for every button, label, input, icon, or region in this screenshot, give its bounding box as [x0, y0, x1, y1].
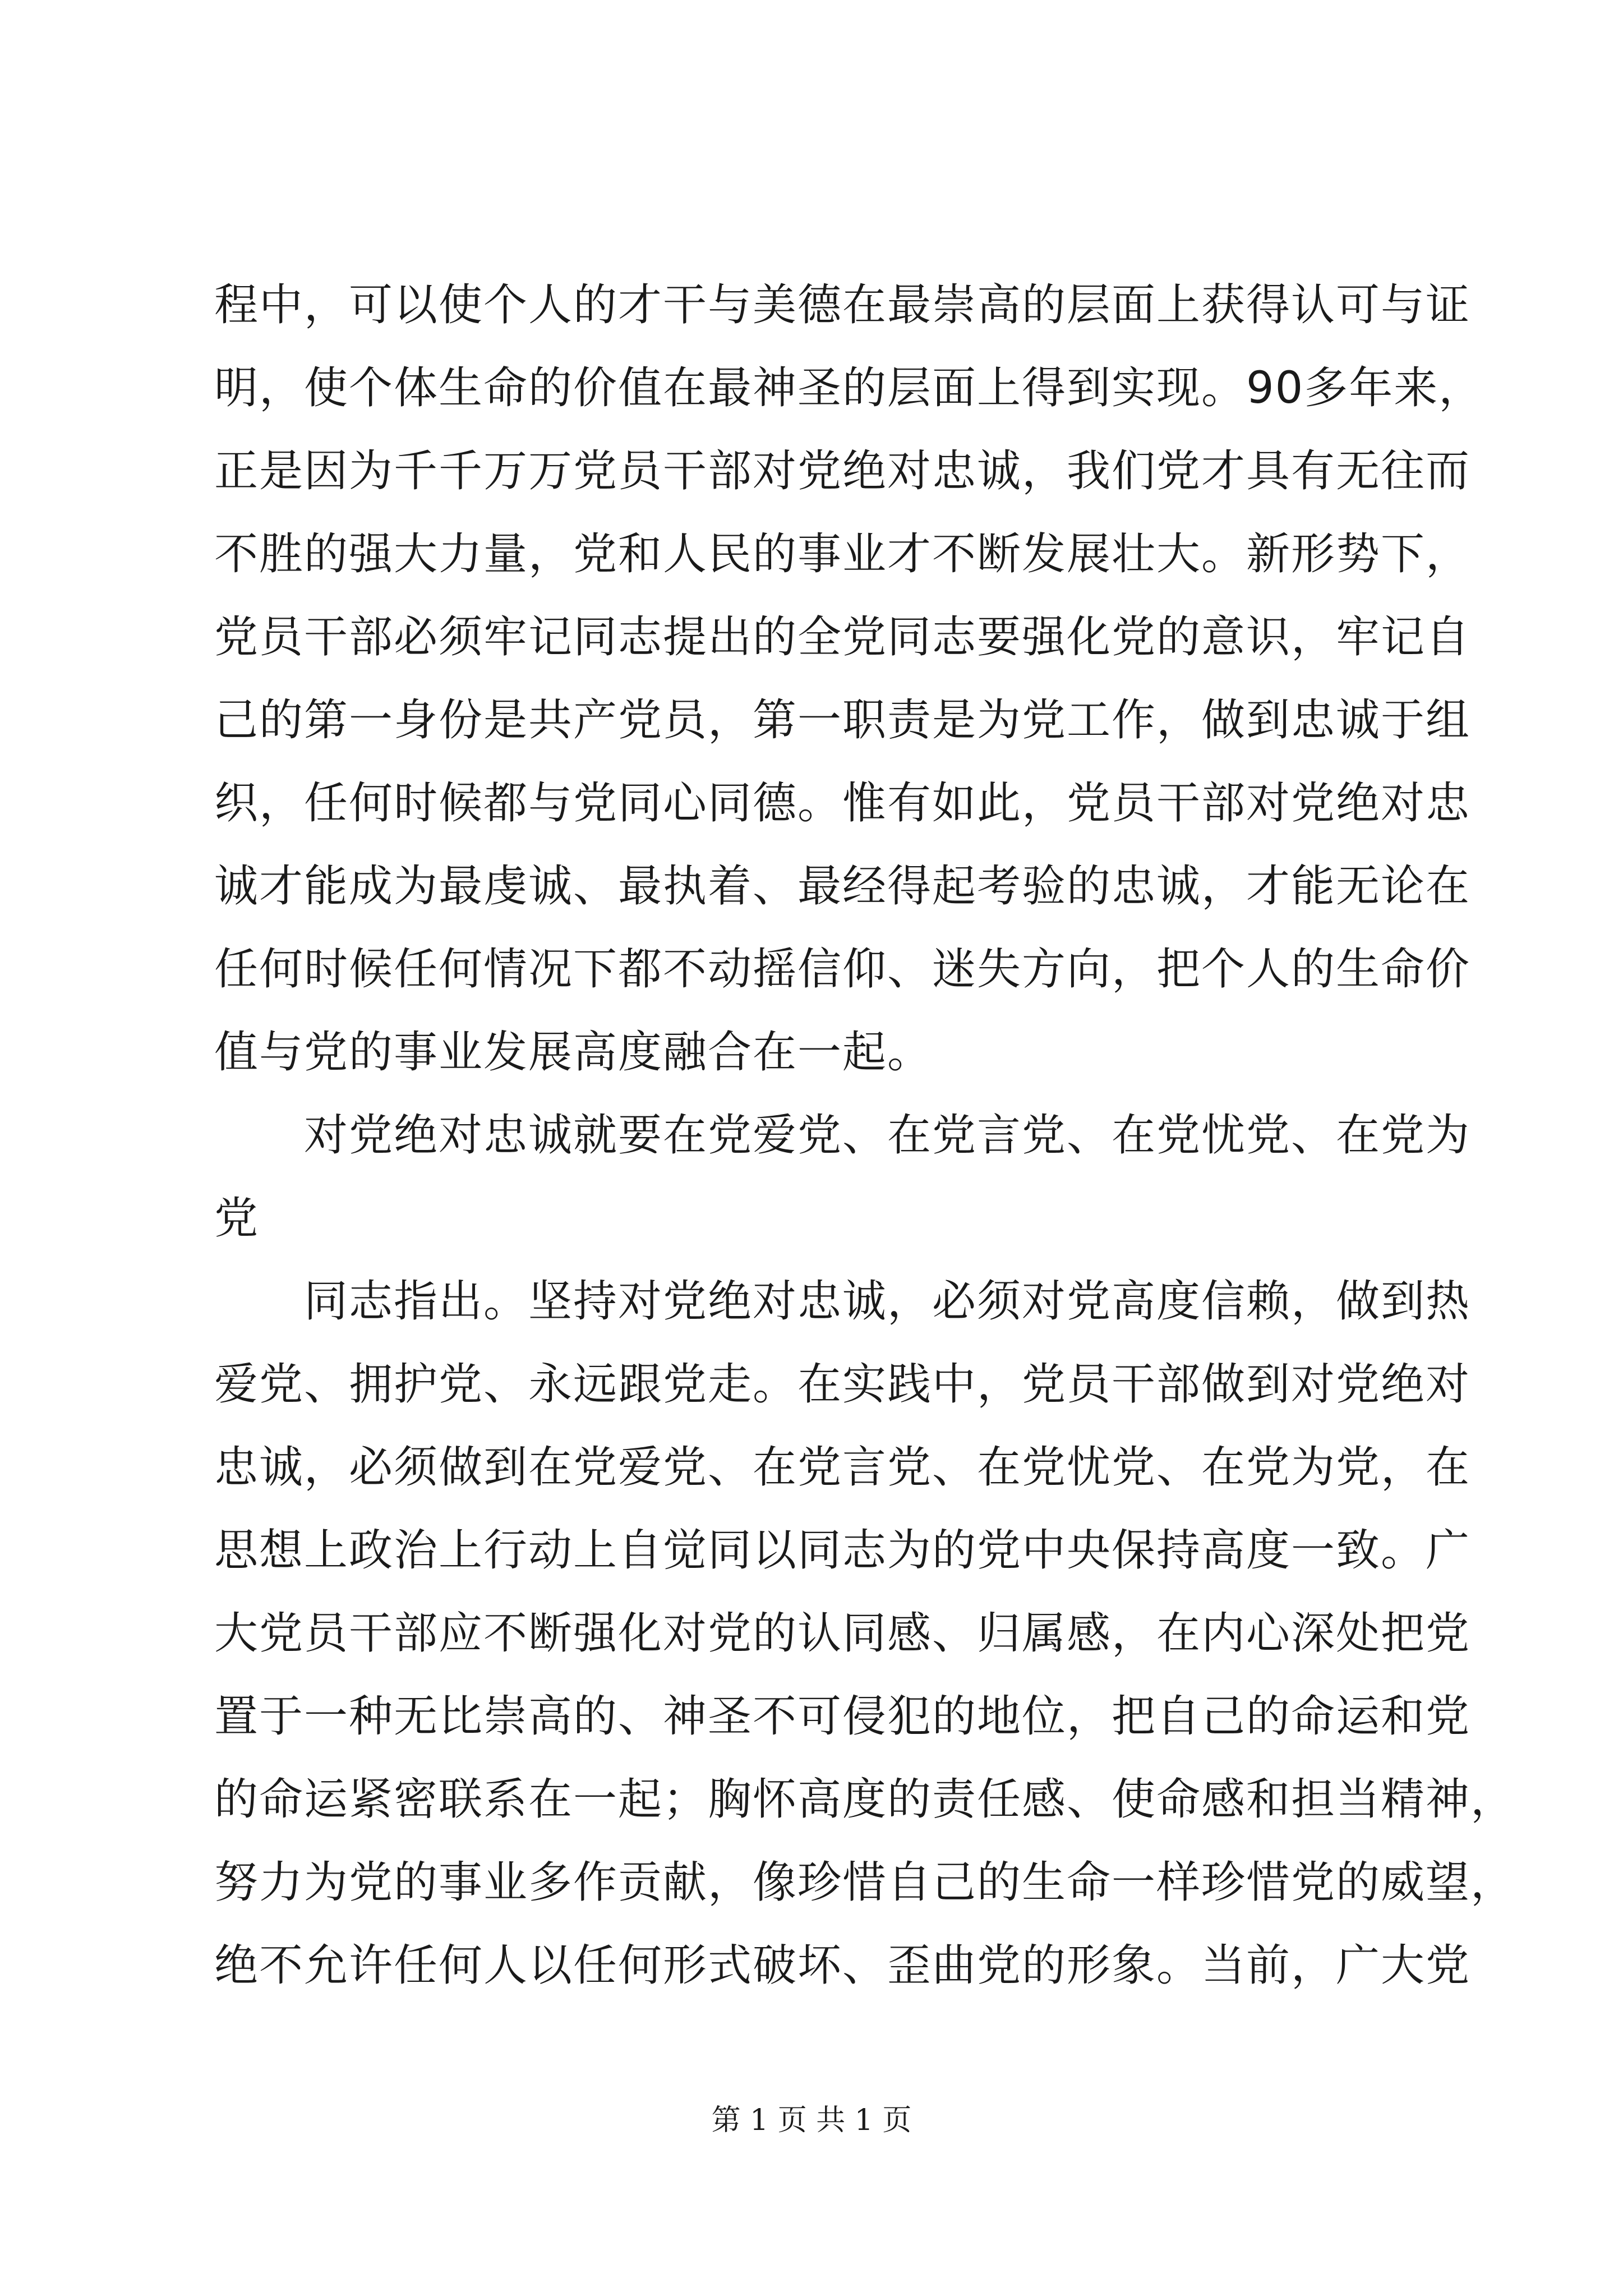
text-line: 大党员干部应不断强化对党的认同感、归属感，在内心深处把党 [214, 1608, 1471, 1659]
text-line: 诚才能成为最虔诚、最执着、最经得起考验的忠诚，才能无论在 [214, 861, 1471, 912]
text-line: 同志指出。坚持对党绝对忠诚，必须对党高度信赖，做到热 [304, 1276, 1471, 1327]
text-line: 程中，可以使个人的才干与美德在最崇高的层面上获得认可与证 [214, 280, 1471, 330]
text-line: 忠诚，必须做到在党爱党、在党言党、在党忧党、在党为党，在 [214, 1442, 1471, 1493]
text-line: 爱党、拥护党、永远跟党走。在实践中，党员干部做到对党绝对 [214, 1359, 1471, 1410]
text-line: 明，使个体生命的价值在最神圣的层面上得到实现。90多年来， [214, 363, 1484, 413]
section-heading-line: 党 [214, 1193, 260, 1244]
text-line: 织，任何时候都与党同心同德。惟有如此，党员干部对党绝对忠 [214, 778, 1471, 829]
text-line: 任何时候任何情况下都不动摇信仰、迷失方向，把个人的生命价 [214, 944, 1471, 995]
text-line: 置于一种无比崇高的、神圣不可侵犯的地位，把自己的命运和党 [214, 1691, 1471, 1742]
section-heading-line: 对党绝对忠诚就要在党爱党、在党言党、在党忧党、在党为 [304, 1110, 1471, 1161]
text-line: 党员干部必须牢记同志提出的全党同志要强化党的意识，牢记自 [214, 612, 1471, 662]
document-body [214, 264, 1516, 2007]
text-line: 绝不允许任何人以任何形式破坏、歪曲党的形象。当前，广大党 [214, 1940, 1471, 1991]
text-line: 不胜的强大力量，党和人民的事业才不断发展壮大。新形势下， [214, 529, 1471, 579]
text-line: 值与党的事业发展高度融合在一起。 [214, 1027, 933, 1078]
text-line: 的命运紧密联系在一起；胸怀高度的责任感、使命感和担当精神， [214, 1774, 1516, 1825]
text-line: 努力为党的事业多作贡献，像珍惜自己的生命一样珍惜党的威望， [214, 1857, 1516, 1908]
text-line: 己的第一身份是共产党员，第一职责是为党工作，做到忠诚于组 [214, 695, 1471, 746]
text-line: 正是因为千千万万党员干部对党绝对忠诚，我们党才具有无往而 [214, 446, 1471, 496]
page-number-footer: 第 1 页 共 1 页 [711, 2104, 912, 2137]
text-line: 思想上政治上行动上自觉同以同志为的党中央保持高度一致。广 [214, 1525, 1471, 1576]
